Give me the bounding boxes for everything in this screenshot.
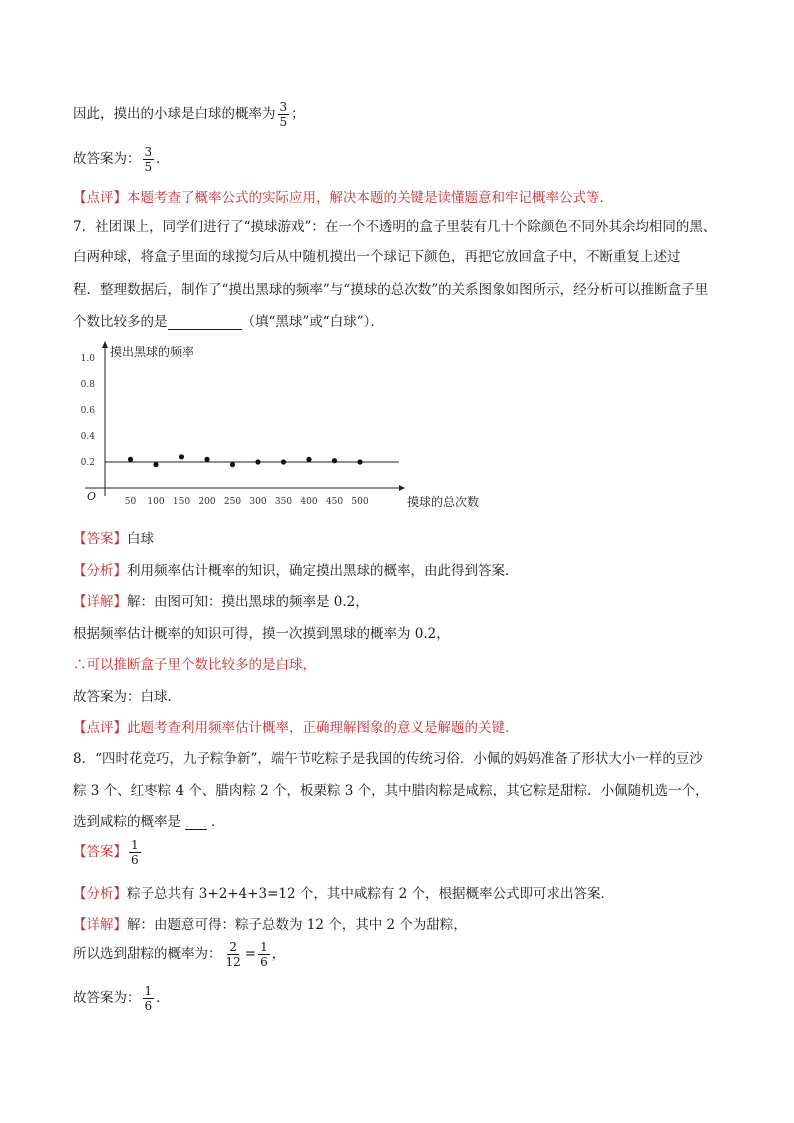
y-tick-label: 1.0 <box>80 354 95 364</box>
p6-line1-text: 因此，摸出的小球是白球的概率为 <box>73 106 276 122</box>
comment-tag: 【点评】 <box>73 720 127 736</box>
x-tick-label: 300 <box>249 497 267 507</box>
q7-line2: 白两种球，将盒子里面的球搅匀后从中随机摸出一个球记下颜色，再把它放回盒子中，不断重复上述过 <box>73 249 681 265</box>
detail-text: 解：由图可知：摸出黑球的频率是 0.2， <box>127 594 369 610</box>
data-point <box>128 457 133 462</box>
data-point <box>230 462 235 467</box>
x-tick-label: 500 <box>351 497 369 507</box>
analysis-tag: 【分析】 <box>73 886 127 902</box>
fraction: $\frac{1}{6}$ <box>131 838 139 867</box>
q8-line1: 8．“四时花竞巧，九子粽争新”，端午节吃粽子是我国的传统习俗．小佩的妈妈准备了形状大小一样的豆沙 <box>73 751 703 767</box>
answer-text: 白球 <box>127 531 154 547</box>
detail-tag: 【详解】 <box>73 917 127 933</box>
frequency-chart <box>72 340 502 520</box>
q7-line4-pre: 个数比较多的是 <box>73 314 168 330</box>
comment-text: 此题考查利用频率估计概率，正确理解图象的意义是解题的关键． <box>127 720 519 736</box>
data-point <box>357 459 362 464</box>
x-tick-label: 100 <box>147 497 165 507</box>
analysis-text: 粽子总共有 3+2+4+3=12 个，其中咸粽有 2 个，根据概率公式即可求出答案． <box>127 886 615 902</box>
origin-label: O <box>87 490 97 503</box>
comment-text: 本题考查了概率公式的实际应用，解决本题的关键是读懂题意和牢记概率公式等． <box>127 190 613 206</box>
p6-line2-text: 故答案为： <box>73 151 141 167</box>
q8-line3-pre: 选到咸粽的概率是 <box>73 814 181 830</box>
chart-points <box>128 454 363 467</box>
q8-answer <box>73 838 143 867</box>
data-point <box>204 457 209 462</box>
p6-comment <box>73 186 613 206</box>
data-point <box>281 459 286 464</box>
y-tick-label: 0.2 <box>80 458 95 468</box>
q7-detail-1 <box>73 590 369 610</box>
y-tick-label: 0.6 <box>80 406 95 416</box>
x-tick-label: 400 <box>300 497 318 507</box>
q7-answer <box>73 527 154 547</box>
data-point <box>179 454 184 459</box>
analysis-tag: 【分析】 <box>73 563 127 579</box>
answer-tag: 【答案】 <box>73 844 127 860</box>
detail-text: 解：由题意可得：粽子总数为 12 个，其中 2 个为甜粽， <box>127 917 467 933</box>
x-tick-label: 200 <box>198 497 216 507</box>
q7-line4-post: （填“黑球”或“白球”）． <box>241 314 384 330</box>
answer-blank <box>185 815 207 830</box>
q8-analysis <box>73 882 614 902</box>
x-tick-label: 50 <box>124 497 137 507</box>
q7-analysis <box>73 559 519 579</box>
q8-detail-3: 故答案为： $\frac{1}{6}$ ． <box>73 984 170 1013</box>
answer-blank <box>168 315 242 330</box>
detail-tag: 【详解】 <box>73 594 127 610</box>
analysis-text: 利用频率估计概率的知识，确定摸出黑球的概率，由此得到答案． <box>127 563 519 579</box>
q7-detail-4: 故答案为：白球． <box>73 689 181 705</box>
y-axis-label: 摸出黑球的频率 <box>110 345 195 359</box>
q7-line3: 程．整理数据后，制作了“摸出黑球的频率”与“摸球的总次数”的关系图象如图所示，经分析可以推断盒子里 <box>73 282 709 298</box>
data-point <box>332 458 337 463</box>
x-tick-label: 150 <box>172 497 191 507</box>
fraction: $\frac{1}{6}$ <box>144 984 153 1013</box>
q7-detail-3: ∴可以推断盒子里个数比较多的是白球， <box>73 657 316 673</box>
chart-labels <box>87 344 479 509</box>
fraction: $\frac{2}{12}$ <box>225 940 241 969</box>
q8-line2: 粽 3 个、红枣粽 4 个、腊肉粽 2 个，板栗粽 3 个，其中腊肉粽是咸粽，其它粽是甜粽．小佩随机选一个， <box>73 783 709 799</box>
q7-detail-2: 根据频率估计概率的知识可得，摸一次摸到黑球的概率为 0.2， <box>73 626 450 642</box>
x-tick-label: 350 <box>274 497 293 507</box>
p6-line1: 因此，摸出的小球是白球的概率为 $\frac{3}{5}$ ； <box>73 100 305 129</box>
y-tick-label: 0.8 <box>80 380 95 390</box>
y-tick-label: 0.4 <box>80 432 95 442</box>
answer-tag: 【答案】 <box>73 531 127 547</box>
data-point <box>153 462 158 467</box>
x-axis-arrow <box>399 485 405 491</box>
x-tick-label: 250 <box>223 497 242 507</box>
q7-line1: 7．社团课上，同学们进行了“摸球游戏”：在一个不透明的盒子里装有几十个除颜色不同外其余均相同的黑、 <box>73 219 717 235</box>
p6-line2: 故答案为： $\frac{3}{5}$ ． <box>73 145 170 174</box>
fraction: $\frac{3}{5}$ <box>279 100 288 129</box>
data-point <box>306 457 311 462</box>
q8-detail-2: 所以选到甜粽的概率为： $\frac{2}{12}$ = $\frac{1}{6}$ ， <box>73 940 286 969</box>
q8-line3: 选到咸粽的概率是 ． <box>73 814 225 830</box>
chart-ticks <box>81 354 369 507</box>
fraction: $\frac{1}{6}$ <box>260 940 268 969</box>
y-axis-arrow <box>102 341 108 348</box>
chart-axes <box>85 341 405 496</box>
comment-tag: 【点评】 <box>73 190 127 206</box>
x-tick-label: 450 <box>325 497 344 507</box>
q8-detail-1 <box>73 913 467 933</box>
fraction: $\frac{3}{5}$ <box>144 145 153 174</box>
q7-line4 <box>73 310 384 330</box>
q7-comment <box>73 716 519 736</box>
data-point <box>255 459 260 464</box>
x-axis-label: 摸球的总次数 <box>407 495 480 509</box>
